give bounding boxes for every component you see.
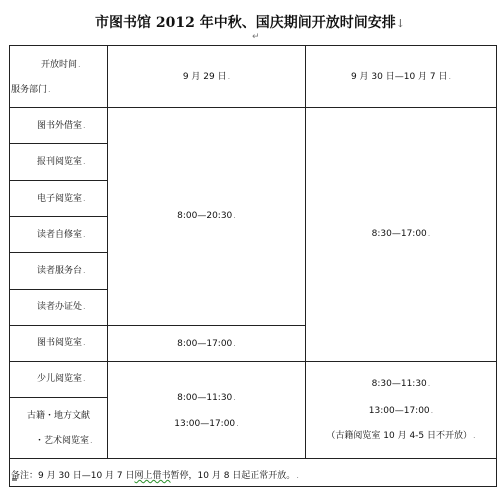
time-group2-sep29: 8:00—17:00. (177, 339, 236, 349)
dept-art: ・艺术阅览室. (35, 436, 93, 446)
note-underlined: 网上借书 (134, 471, 171, 481)
note-row: 备注：9 月 30 日—10 月 7 日网上借书暂停，10 月 8 日起正常开放。. (11, 471, 299, 481)
header-col-sep30-oct7: 9 月 30 日—10 月 7 日. (350, 72, 452, 82)
time-group1-sep30-oct7: 8:30—17:00. (371, 229, 431, 239)
header-service-dept: 服务部门. (11, 85, 51, 95)
time-group3-ancient-closed-note: （古籍阅览室 10 月 4-5 日不开放）. (326, 431, 476, 441)
time-group3-sep29-morning: 8:00—11:30. (177, 393, 236, 403)
time-group3-holiday-afternoon: 13:00—17:00. (368, 406, 434, 416)
dept-electronic: 电子阅览室. (37, 194, 86, 204)
dept-card-office: 读者办证处. (37, 302, 86, 312)
time-group3-sep29-afternoon: 13:00—17:00. (174, 419, 239, 429)
dept-ancient-local: 古籍・地方文献 (27, 411, 91, 421)
note-suffix: 暂停，10 月 8 日起正常开放。 (170, 471, 296, 481)
dept-self-study: 读者自修室. (37, 230, 86, 240)
dept-periodicals: 报刊阅览室. (37, 157, 86, 167)
note-prefix: 备注：9 月 30 日—10 月 7 日 (11, 471, 135, 481)
dept-book-lending: 图书外借室. (37, 121, 86, 131)
dept-children: 少儿阅览室. (37, 374, 86, 384)
time-group1-sep29: 8:00—20:30. (177, 211, 236, 221)
return-mark: ↵ (252, 32, 260, 42)
title-text: 市图书馆 2012 年中秋、国庆期间开放时间安排 (95, 15, 396, 31)
time-group3-holiday-morning: 8:30—11:30. (371, 379, 431, 389)
header-col-sep29: 9 月 29 日. (182, 72, 231, 82)
header-open-time: 开放时间. (41, 60, 81, 70)
dept-book-reading: 图书阅览室. (37, 338, 86, 348)
paragraph-mark: ↓ (395, 17, 405, 30)
dept-service-desk: 读者服务台. (37, 266, 86, 276)
